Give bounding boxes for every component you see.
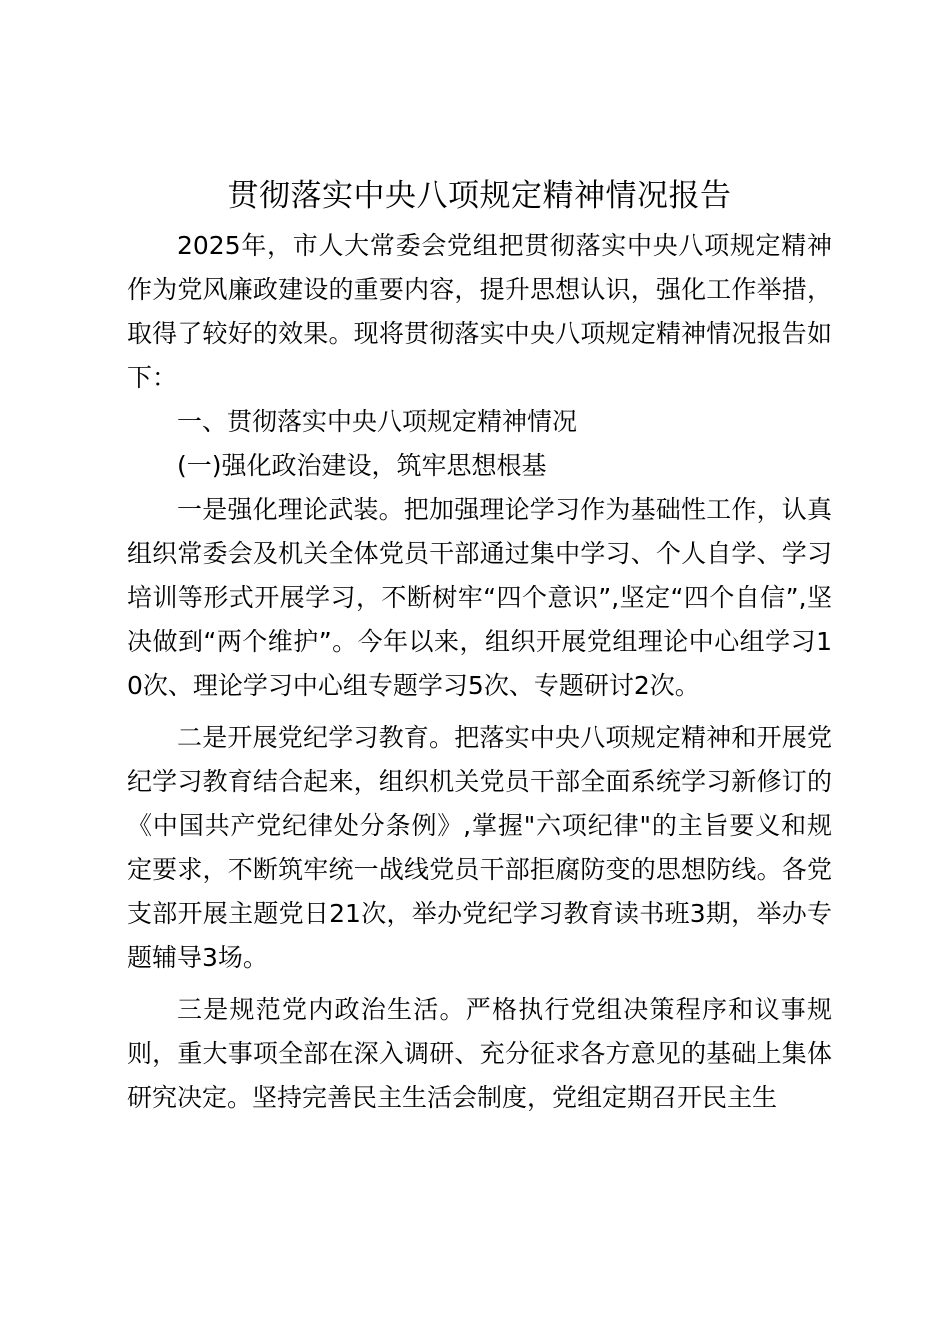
document-page (127, 174, 832, 1120)
paragraph-theory-study: 一是强化理论武装。把加强理论学习作为基础性工作，认真组织常委会及机关全体党员干部通过集中学习、个人自学、学习培训等形式开展学习，不断树牢“四个意识”,坚定“四个自信”,坚决做到“两个维护”。今年以来，组织开展党组理论中心组学习10次、理论学习中心组专题学习5次、专题研讨2次。 (127, 495, 832, 700)
paragraph-intro: 2025年，市人大常委会党组把贯彻落实中央八项规定精神作为党风廉政建设的重要内容，提升思想认识，强化工作举措，取得了较好的效果。现将贯彻落实中央八项规定精神情况报告如下： (127, 231, 832, 392)
section-heading-1: 一、贯彻落实中央八项规定精神情况 (177, 407, 578, 436)
paragraph-political-life: 三是规范党内政治生活。严格执行党组决策程序和议事规则，重大事项全部在深入调研、充分征求各方意见的基础上集体研究决定。坚持完善民主生活会制度，党组定期召开民主生 (127, 995, 832, 1112)
subsection-heading-1: (一)强化政治建设，筑牢思想根基 (177, 451, 547, 480)
paragraph-discipline-education: 二是开展党纪学习教育。把落实中央八项规定精神和开展党纪学习教育结合起来，组织机关党员干部全面系统学习新修订的《中国共产党纪律处分条例》,掌握"六项纪律"的主旨要义和规定要求，不断筑牢统一战线党员干部拒腐防变的思想防线。各党支部开展主题党日21次，举办党纪学习教育读书班3期，举办专题辅导3场。 (127, 723, 832, 972)
document-title: 贯彻落实中央八项规定精神情况报告 (227, 178, 732, 214)
